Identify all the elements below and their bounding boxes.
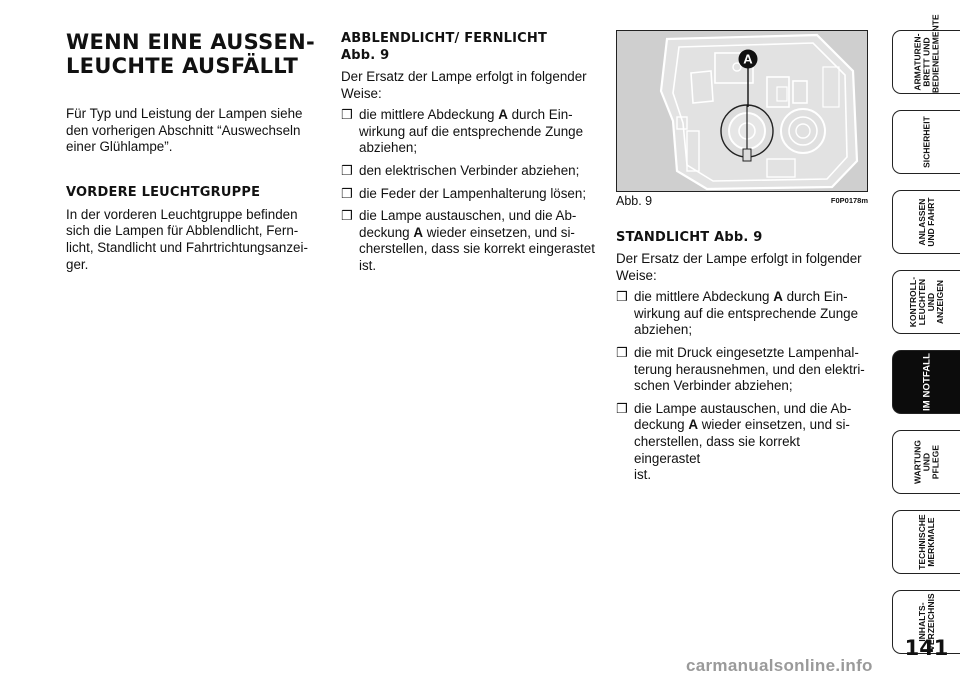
section-line-4: ger.: [66, 256, 89, 272]
headlamp-figure: [616, 30, 868, 192]
standlicht-step-1: ❒ die mittlere Abdeckung A durch Ein- wirkung auf die entsprechende Zunge abziehen;: [616, 289, 859, 338]
nav-tab-label: INHALTS- VERZEICHNIS: [916, 593, 936, 651]
page-number: 141: [904, 636, 949, 660]
nav-tab-1[interactable]: [892, 14, 960, 94]
headlamp-drawing: [617, 31, 867, 191]
section-line-3: licht, Standlicht und Fahrtrichtungsanzei-: [66, 239, 308, 255]
bullet-icon: ❒: [341, 208, 353, 224]
bullet-icon: ❒: [616, 400, 628, 416]
nav-tab-label: SICHERHEIT: [921, 116, 931, 168]
right-intro-line-2: Weise:: [616, 267, 657, 283]
key-letter: A: [773, 289, 783, 305]
middle-intro-line-2: Weise:: [341, 85, 382, 101]
left-column: [66, 30, 322, 273]
right-steps-list: [616, 289, 868, 484]
section-title-line-2: Abb. 9: [341, 48, 390, 63]
nav-tab-label: KONTROLL- LEUCHTEN UND ANZEIGEN: [907, 276, 945, 328]
standlicht-step-3: ❒ die Lampe austauschen, und die Ab- deckung A wieder einsetzen, und si- cherstellen, dass sie korrekt eingerastet ist.: [616, 400, 852, 483]
section-line-1: In der vorderen Leuchtgruppe befinden: [66, 206, 298, 222]
right-column: [616, 229, 868, 490]
section-line-2: sich die Lampen für Abblendlicht, Fern-: [66, 223, 299, 239]
key-letter: A: [413, 224, 424, 240]
figure-caption: Abb. 9: [616, 194, 653, 208]
nav-tab-3[interactable]: [892, 190, 960, 254]
main-title: [66, 30, 322, 78]
bullet-icon: ❒: [616, 344, 628, 360]
bullet-icon: ❒: [616, 289, 628, 305]
main-title-line-1: WENN EINE AUSSEN-: [66, 30, 316, 54]
nav-tab-4[interactable]: [892, 270, 960, 334]
intro-line-3: einer Glühlampe”.: [66, 139, 173, 155]
middle-intro: [341, 69, 597, 102]
nav-tab-label: ARMATUREN- BRETT UND BEDIENELEMENTE: [912, 14, 940, 93]
bullet-icon: ❒: [341, 107, 353, 123]
intro-line-1: Für Typ und Leistung der Lampen siehe: [66, 106, 303, 121]
right-intro-line-1: Der Ersatz der Lampe erfolgt in folgender: [616, 251, 862, 266]
key-letter: A: [688, 417, 699, 433]
nav-tab-6[interactable]: [892, 430, 960, 494]
figure-caption-row: [616, 194, 868, 208]
nav-tab-7[interactable]: [892, 510, 960, 574]
intro-paragraph: [66, 106, 322, 156]
abblendlicht-step-2: ❒ den elektrischen Verbinder abziehen;: [341, 162, 580, 178]
right-intro: [616, 251, 868, 284]
section-title-abblendlicht: [341, 30, 597, 64]
callout-a-label: A: [743, 51, 753, 67]
nav-tab-label: ANLASSEN UND FAHRT: [916, 197, 936, 247]
nav-tab-5[interactable]: [892, 350, 960, 414]
intro-line-2: den vorherigen Abschnitt “Auswechseln: [66, 122, 301, 138]
nav-tab-label: WARTUNG UND PFLEGE: [912, 440, 940, 484]
bullet-icon: ❒: [341, 185, 353, 201]
key-letter: A: [498, 107, 508, 123]
watermark: carmanualsonline.info: [686, 656, 873, 675]
section-title-standlicht: STANDLICHT Abb. 9: [616, 230, 763, 245]
section-title-vordere: VORDERE LEUCHTGRUPPE: [66, 184, 261, 200]
abblendlicht-step-3: ❒ die Feder der Lampenhalterung lösen;: [341, 185, 587, 201]
bullet-icon: ❒: [341, 162, 353, 178]
section-paragraph: [66, 207, 322, 273]
main-title-line-2: LEUCHTE AUSFÄLLT: [66, 54, 299, 78]
nav-tab-label: IM NOTFALL: [921, 353, 932, 411]
section-title-line-1: ABBLENDLICHT/ FERNLICHT: [341, 31, 548, 46]
abblendlicht-step-4: ❒ die Lampe austauschen, und die Ab- deckung A wieder einsetzen, und si- cherstellen, dass sie korrekt eingerastet ist.: [341, 208, 595, 273]
standlicht-step-2: ❒ die mit Druck eingesetzte Lampenhal- terung herausnehmen, und den elektri- schen Verbinder abziehen;: [616, 344, 865, 394]
middle-intro-line-1: Der Ersatz der Lampe erfolgt in folgender: [341, 69, 587, 84]
middle-column: [341, 30, 597, 281]
nav-tab-2[interactable]: [892, 110, 960, 174]
figure-code: F0P0178m: [830, 196, 868, 205]
nav-tab-label: TECHNISCHE MERKMALE: [916, 514, 936, 570]
abblendlicht-step-1: ❒ die mittlere Abdeckung A durch Ein- wirkung auf die entsprechende Zunge abziehen;: [341, 107, 584, 156]
middle-steps-list: [341, 107, 597, 274]
